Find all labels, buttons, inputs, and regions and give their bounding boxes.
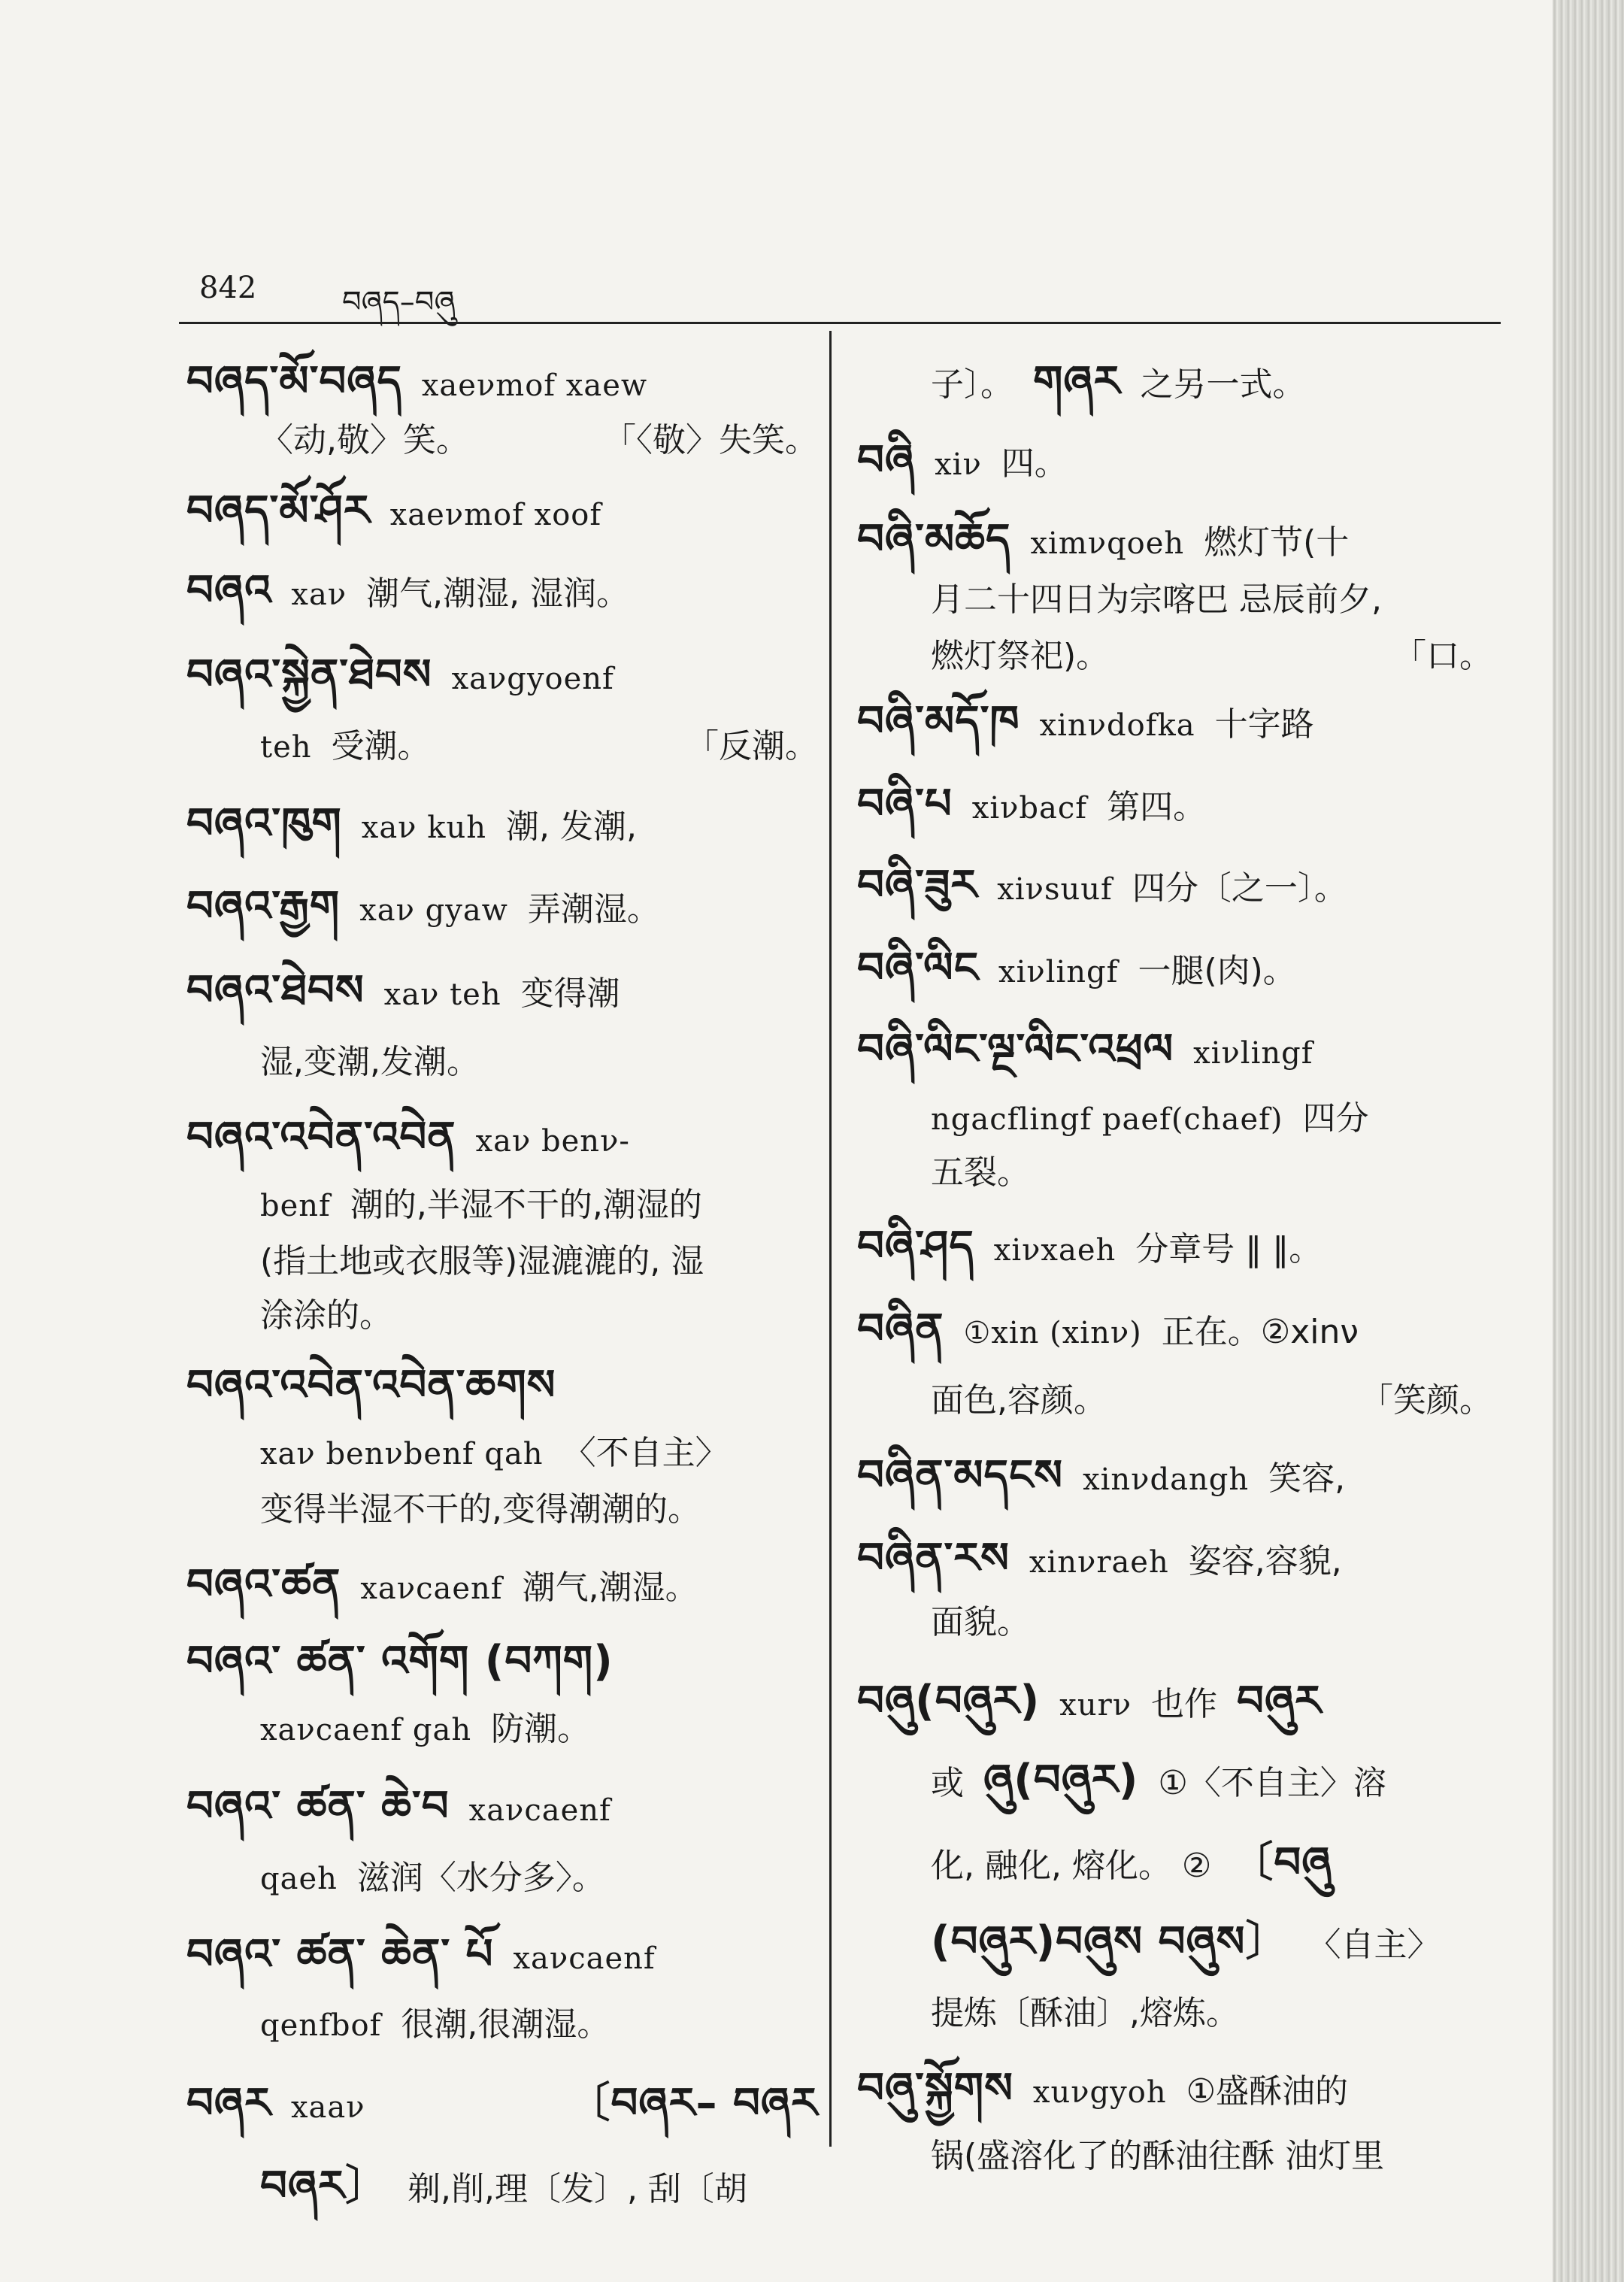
definition-text: 燃灯祭祀)。 (931, 637, 1110, 675)
definition-text: 一腿(肉)。 (1138, 952, 1296, 990)
romanization: xaeνmof xaew (421, 368, 648, 403)
tibetan-reference: ཞུ(བཞུར) (983, 1756, 1139, 1805)
tibetan-reference: 〔བཞར– བཞར (568, 2079, 818, 2128)
continuation-mark: 「〈敬〉失笑。 (603, 421, 818, 459)
definition-text: 姿容,容貌, (1188, 1542, 1342, 1580)
running-head: བཞད–བཞུ (342, 285, 456, 320)
headword-tibetan: བཞི་ཤད (857, 1222, 974, 1271)
headword-tibetan: བཞི་པ (857, 780, 953, 829)
definition-text: 潮气,潮湿, 湿润。 (366, 574, 630, 613)
entry-line (260, 1184, 702, 1226)
entry-line (857, 1677, 1323, 1726)
romanization: xiνxaeh (993, 1233, 1116, 1268)
definition-text: 涂涂的。 (260, 1296, 392, 1335)
entry-line (260, 420, 469, 462)
entry-line (931, 635, 1109, 677)
headword-tibetan: བཞའ་ ཚན་ ཆེ་བ (186, 1782, 450, 1831)
entry-line (931, 579, 1382, 621)
romanization: qaeh (260, 1862, 338, 1896)
entry-line (260, 1857, 605, 1899)
headword-tibetan: བཞར〕 (260, 2162, 388, 2211)
definition-text: 四分〔之一〕。 (1132, 869, 1347, 908)
romanization: xaν gyaw (359, 893, 508, 928)
headword-tibetan: བཞུ(བཞུར) (857, 1677, 1041, 1726)
definition-text: 剃,削,理〔发〕, 刮〔胡 (407, 2170, 747, 2208)
page-number: 842 (199, 271, 257, 305)
romanization: ngacflingf paef(chaef) (931, 1102, 1283, 1137)
headword-tibetan: བཞིན (857, 1305, 944, 1353)
entry-line (931, 1380, 1107, 1422)
entry-line (260, 2162, 747, 2211)
entry-line (857, 1222, 1323, 1271)
entry-line-right (603, 420, 818, 462)
entry-line (186, 486, 602, 535)
definition-text: 弄潮湿。 (527, 890, 660, 929)
headword-tibetan: བཞའ་འབེན་འབེན་ཆགས (186, 1361, 556, 1410)
romanization: xurν (1059, 1688, 1132, 1723)
entry-line (186, 1560, 698, 1609)
entry-line (260, 1708, 590, 1750)
entry-line (186, 357, 648, 406)
entry-line (186, 566, 630, 615)
tibetan-reference: 〔བཞུ (1231, 1838, 1332, 1887)
headword-tibetan: བཞའ (186, 566, 272, 615)
definition-text: 面貌。 (931, 1603, 1030, 1641)
definition-text: 面色,容颜。 (931, 1381, 1107, 1420)
definition-text: (指土地或衣服等)湿漉漉的, 湿 (260, 1242, 704, 1280)
definition-text: 锅(盛溶化了的酥油往酥 油灯里 (931, 2137, 1385, 2175)
entry-line-right (686, 726, 818, 768)
definition-text: 分章号 ‖ ‖。 (1135, 1230, 1323, 1268)
headword-tibetan: བཞའ་ཐེབས (186, 966, 365, 1015)
entry-line (260, 1241, 704, 1283)
headword-tibetan: (བཞུར)བཞུས བཞུས〕 (931, 1917, 1289, 1966)
definition-text: 〈动,敬〉笑。 (260, 421, 469, 459)
headword-tibetan: བཞི་ལིང་ལྔ་ལིང་འཕྲལ (857, 1025, 1174, 1074)
entry-line (931, 1098, 1369, 1140)
definition-text: 〈自主〉 (1307, 1926, 1441, 1964)
entry-line (931, 1756, 1386, 1805)
definition-text: 提炼〔酥油〕,熔炼。 (931, 1994, 1239, 2032)
entry-line (186, 1930, 656, 1979)
headword-tibetan: བཞའ་ཚན (186, 1560, 341, 1609)
continuation-mark: 「笑颜。 (1360, 1381, 1492, 1420)
entry-line-right (1360, 1380, 1492, 1422)
romanization: xaν kuh (361, 811, 486, 845)
definition-text: 燃灯节(十 (1204, 523, 1350, 562)
definition-text: 之另一式。 (1140, 365, 1306, 404)
definition-text: 子〕。 (931, 365, 1013, 404)
headword-tibetan: བཞིན་མདངས (857, 1451, 1064, 1500)
romanization: xaν (291, 577, 347, 612)
definition-text: 也作 (1151, 1685, 1218, 1723)
entry-line (186, 882, 660, 931)
definition-text: 十字路 (1214, 705, 1314, 744)
entry-line (186, 966, 620, 1015)
entry-line (186, 650, 614, 699)
entry-line (857, 861, 1347, 910)
entry-line (260, 1041, 480, 1083)
entry-line (857, 515, 1350, 564)
headword-tibetan: བཞི་ཟུར (857, 861, 978, 910)
entry-line (186, 1113, 630, 1162)
romanization: benf (260, 1189, 331, 1223)
entry-line (857, 1025, 1313, 1074)
headword-tibetan: བཞད་མོ་ཤོར (186, 486, 371, 535)
definition-text: 滋润〈水分多〉。 (356, 1859, 605, 1897)
entry-line (857, 1305, 1359, 1353)
entry-line (857, 697, 1314, 746)
entry-line (931, 1917, 1441, 1966)
romanization: xaeνmof xoof (389, 498, 602, 532)
definition-text: 四。 (1001, 444, 1068, 483)
definition-text: 四分 (1302, 1099, 1369, 1138)
definition-text: 月二十四日为宗喀巴 忌辰前夕, (931, 580, 1382, 619)
romanization: xiνbacf (971, 791, 1088, 826)
definition-text: ①盛酥油的 (1186, 2072, 1349, 2111)
definition-text: 受潮。 (331, 727, 431, 765)
entry-line-right (1393, 635, 1492, 677)
definition-text: 笑容, (1268, 1459, 1346, 1498)
romanization: xinνdofka (1039, 708, 1195, 743)
romanization: xuνgyoh (1032, 2075, 1167, 2110)
headword-tibetan: བཞད་མོ་བཞད (186, 357, 402, 406)
romanization: xaν benν- (475, 1124, 630, 1159)
entry-line (186, 799, 637, 848)
headword-tibetan: བཞི་མདོ་ཁ (857, 697, 1020, 746)
romanization: qenfbof (260, 2008, 382, 2043)
entry-line (260, 2004, 610, 2046)
entry-line (857, 1451, 1346, 1500)
page-edge-shadow (1553, 0, 1624, 2282)
entry-line (260, 726, 431, 768)
definition-text: 〈不自主〉 (562, 1434, 729, 1472)
definition-text: 很潮,很潮湿。 (401, 2005, 611, 2044)
romanization: xaν benνbenf qah (260, 1437, 544, 1471)
entry-line (931, 1838, 1332, 1887)
romanization: xaν teh (383, 977, 501, 1012)
entry-line (857, 1534, 1342, 1583)
headword-tibetan: བཞི (857, 436, 916, 485)
entry-line (186, 1361, 556, 1410)
definition-text: 正在。②xinν (1161, 1313, 1359, 1351)
definition-text: 或 (931, 1764, 964, 1802)
romanization: xinνraeh (1029, 1545, 1169, 1580)
entry-line (931, 1152, 1030, 1194)
definition-text: 防潮。 (491, 1710, 591, 1748)
headword-tibetan: བཞུ་སྐྱོགས (857, 2064, 1013, 2113)
headword-tibetan: བཞའ་རྒྱག (186, 882, 341, 931)
entry-line (857, 436, 1068, 485)
entry-line (260, 1432, 729, 1474)
entry-line (260, 1295, 392, 1337)
definition-text: ①〈不自主〉溶 (1158, 1764, 1386, 1802)
romanization: xaaν (290, 2090, 365, 2125)
romanization: xaνcaenf gah (260, 1713, 472, 1747)
entry-line (931, 1993, 1239, 2035)
romanization: ximνqoeh (1030, 526, 1185, 561)
entry-line (931, 357, 1306, 406)
entry-line (186, 1637, 614, 1686)
definition-text: 湿,变潮,发潮。 (260, 1043, 480, 1081)
romanization: xaνcaenf (513, 1941, 656, 1976)
romanization: xiνlingf (998, 955, 1119, 989)
headword-tibetan: བཞའ་ ཚན་ འགོག (བཀག) (186, 1637, 614, 1686)
definition-text: 化, 融化, 熔化。 ② (931, 1847, 1212, 1885)
headword-tibetan: བཞའ་སྐྱེན་ཐེབས (186, 650, 432, 699)
continuation-mark: 「反潮。 (686, 727, 818, 765)
entry-line (857, 780, 1207, 829)
tibetan-reference: བཞུར (1237, 1677, 1323, 1726)
romanization: xiνsuuf (997, 872, 1113, 907)
romanization: ①xin (xinν) (963, 1316, 1142, 1350)
romanization: teh (260, 730, 312, 765)
entry-line (260, 1489, 701, 1531)
definition-text: 五裂。 (931, 1153, 1030, 1192)
definition-text: 潮气,潮湿。 (522, 1568, 698, 1607)
entry-line (186, 2079, 365, 2128)
romanization: xaνcaenf (360, 1571, 503, 1606)
entry-line (857, 944, 1296, 993)
definition-text: 变得半湿不干的,变得潮潮的。 (260, 1490, 701, 1529)
romanization: xaνcaenf (468, 1793, 611, 1828)
headword-tibetan: བཞའ་ ཚན་ ཆེན་ པོ (186, 1930, 494, 1979)
romanization: xaνgyoenf (451, 662, 614, 696)
romanization: xinνdangh (1083, 1462, 1250, 1497)
tibetan-reference: གཞར (1033, 357, 1121, 406)
definition-text: 第四。 (1107, 788, 1207, 826)
column-divider (829, 331, 832, 2147)
definition-text: 潮的,半湿不干的,潮湿的 (350, 1186, 702, 1224)
headword-tibetan: བཞའ་ཁུག (186, 799, 342, 848)
header-rule (179, 322, 1501, 324)
headword-tibetan: བཞར (186, 2079, 271, 2128)
headword-tibetan: བཞིན་རས (857, 1534, 1010, 1583)
entry-line (857, 2064, 1349, 2113)
romanization: xiν (935, 447, 982, 482)
headword-tibetan: བཞི་མཆོད (857, 515, 1011, 564)
romanization: xiνlingf (1193, 1036, 1313, 1071)
entry-line (931, 2135, 1384, 2177)
entry-line-right (568, 2079, 818, 2128)
definition-text: 潮, 发潮, (505, 808, 637, 846)
headword-tibetan: བཞི་ལིང (857, 944, 980, 993)
entry-line (186, 1782, 611, 1831)
headword-tibetan: བཞའ་འབེན་འབེན (186, 1113, 456, 1162)
entry-line (931, 1602, 1030, 1644)
continuation-mark: 「口。 (1393, 637, 1492, 675)
definition-text: 变得潮 (520, 974, 620, 1013)
